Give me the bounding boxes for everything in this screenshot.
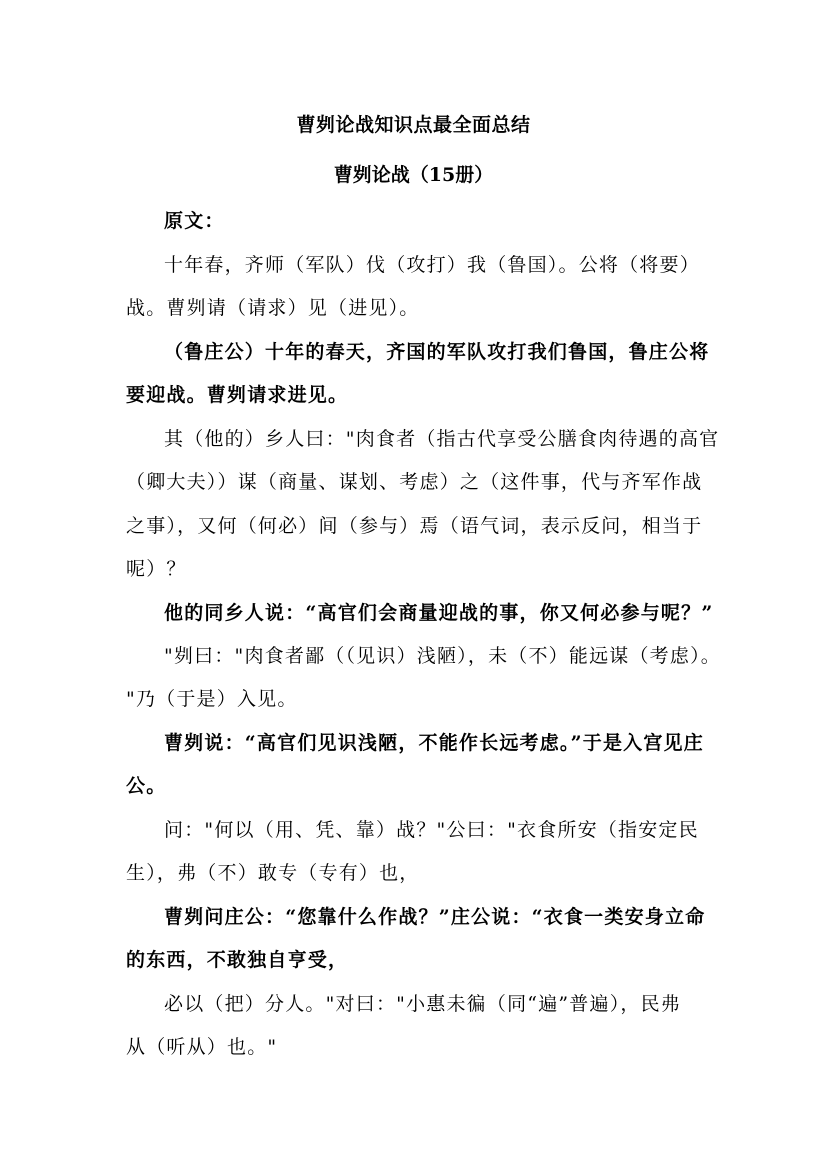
document-title: 曹刿论战知识点最全面总结 [296, 114, 531, 136]
text-line: （卿大夫））谋（商量、谋划、考虑）之（这件事，代与齐军作战 [126, 471, 703, 493]
translation-line: 他的同乡人说：“高官们会商量迎战的事，你又何必参与呢？” [164, 602, 714, 624]
text-line: 十年春，齐师（军队）伐（攻打）我（鲁国）。公将（将要） [164, 254, 700, 276]
text-line: 问："何以（用、凭、靠）战？"公曰："衣食所安（指安定民 [164, 819, 699, 841]
document-subtitle: 曹刿论战（15册） [333, 164, 494, 186]
text-line: 其（他的）乡人曰："肉食者（指古代享受公膳食肉待遇的高官 [164, 428, 720, 450]
text-line: 必以（把）分人。"对曰："小惠未徧（同“遍”普遍），民弗 [164, 993, 682, 1015]
text-line: 之事），又何（何必）间（参与）焉（语气词，表示反问，相当于 [126, 515, 703, 537]
text-line: 呢）？ [126, 558, 187, 580]
text-line: "刿曰："肉食者鄙（（见识）浅陋），未（不）能远谋（考虑）。 [164, 645, 721, 667]
text-line: 从（听从）也。" [126, 1036, 278, 1058]
translation-line: 曹刿问庄公：“您靠什么作战？”庄公说：“衣食一类安身立命 [164, 906, 706, 928]
translation-line: 曹刿说：“高官们见识浅陋，不能作长远考虑。”于是入宫见庄 [164, 732, 704, 754]
translation-line: 要迎战。曹刿请求进见。 [126, 384, 349, 406]
text-line: 生），弗（不）敢专（专有）也， [126, 862, 420, 884]
translation-line: 公。 [126, 775, 167, 797]
translation-line: （鲁庄公）十年的春天，齐国的军队攻打我们鲁国，鲁庄公将 [164, 341, 710, 363]
translation-line: 的东西，不敢独自亨受， [126, 949, 349, 971]
section-heading: 原文： [164, 210, 225, 232]
text-line: "乃（于是）入见。 [126, 688, 298, 710]
text-line: 战。曹刿请（请求）见（进见）。 [126, 297, 420, 319]
